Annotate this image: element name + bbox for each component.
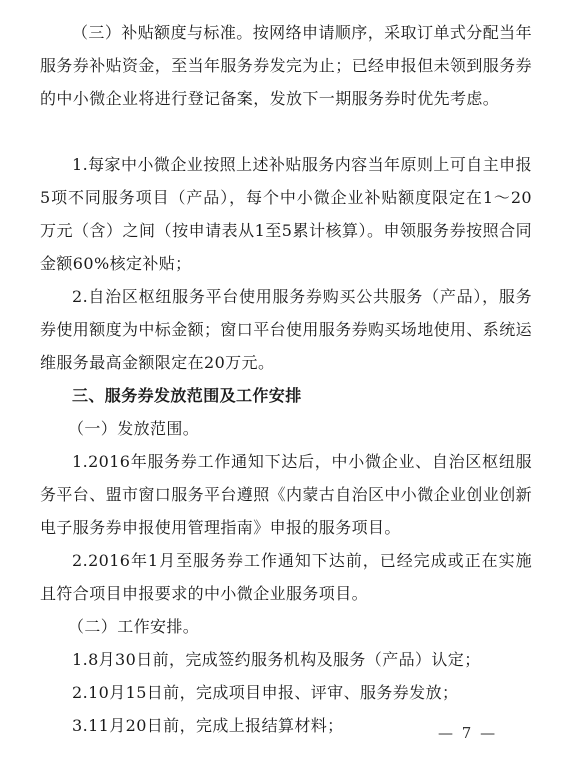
paragraph-arrangement-3: 3.11月20日前，完成上报结算材料； [72,716,344,735]
paragraph-scope-1: 1.2016年服务券工作通知下达后，中小微企业、自治区枢纽服务平台、盟市窗口服务平台遵照《内蒙古自治区中小微企业创业创新电子服务券申报使用管理指南》申报的服务项目。 [40,452,533,537]
paragraph-arrangement-1: 1.8月30日前，完成签约服务机构及服务（产品）认定； [72,650,481,669]
paragraph-subsidy-standard: （三）补贴额度与标准。按网络申请顺序，采取订单式分配当年服务券补贴资金，至当年服务券发完为止；已经申报但未领到服务券的中小微企业将进行登记备案，发放下一期服务券时优先考虑。 [40,23,533,108]
subheading-arrangement: （二）工作安排。 [68,617,200,636]
paragraph-scope-2: 2.2016年1月至服务券工作通知下达前，已经完成或正在实施且符合项目申报要求的中小微企业服务项目。 [40,551,532,603]
section-heading: 三、服务券发放范围及工作安排 [72,386,302,405]
paragraph-item-2: 2.自治区枢纽服务平台使用服务券购买公共服务（产品），服务券使用额度为中标金额；窗口平台使用服务券购买场地使用、系统运维服务最高金额限定在20万元。 [40,287,533,372]
page-number: — 7 — [438,724,498,742]
subheading-scope: （一）发放范围。 [68,419,200,438]
paragraph-item-1: 1.每家中小微企业按照上述补贴服务内容当年原则上可自主申报5项不同服务项目（产品），每个中小微企业补贴额度限定在1～20万元（含）之间（按申请表从1至5累计核算）。申领服务券按照合同金额60%核定补贴； [40,155,532,273]
paragraph-arrangement-2: 2.10月15日前，完成项目申报、评审、服务券发放； [72,683,459,702]
